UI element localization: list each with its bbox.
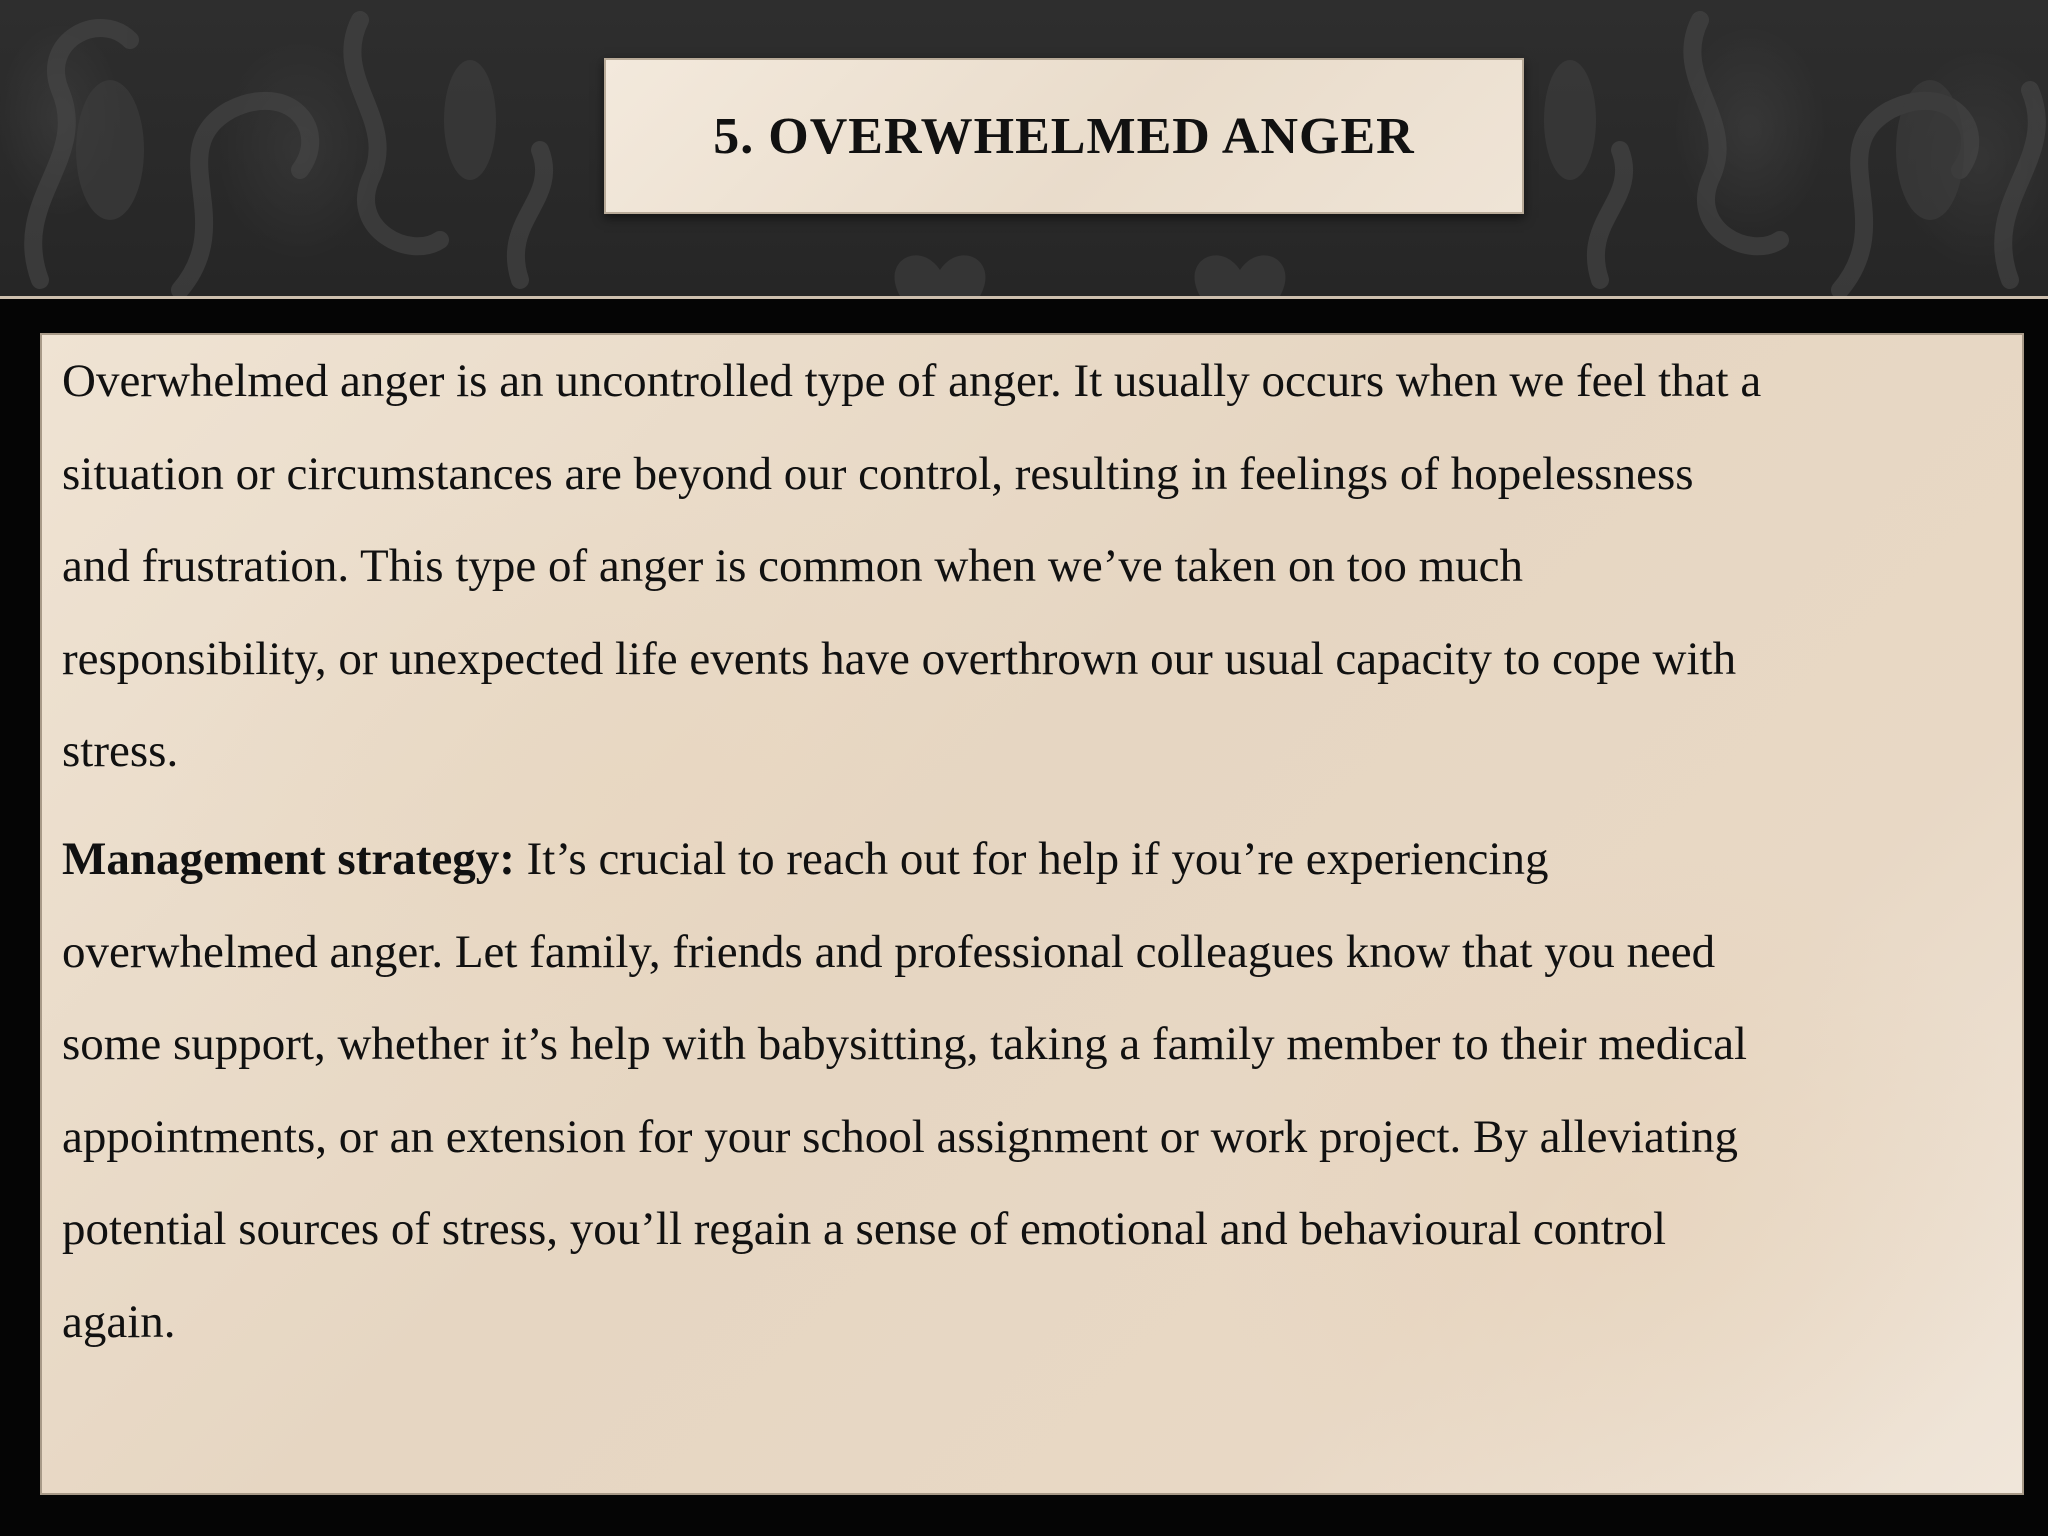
slide-title: 5. OVERWHELMED ANGER (713, 107, 1415, 165)
text-line: some support, whether it’s help with babysitting, taking a family member to their medical (62, 1018, 1748, 1070)
text-line-continuation: It’s crucial to reach out for help if you’re experiencing (514, 833, 1549, 885)
text-line: potential sources of stress, you’ll regain a sense of emotional and behavioural control (62, 1203, 1667, 1255)
management-strategy-label: Management strategy: (62, 833, 515, 885)
text-line: situation or circumstances are beyond our control, resulting in feelings of hopelessness (62, 447, 1694, 500)
text-line: Overwhelmed anger is an uncontrolled type of anger. It usually occurs when we feel that a (62, 355, 1762, 407)
paragraph-management-strategy (62, 813, 2012, 1368)
header-divider (0, 296, 2048, 299)
content-box (40, 333, 2024, 1495)
paragraph-description (62, 335, 2012, 798)
text-line: responsibility, or unexpected life events have overthrown our usual capacity to cope with (62, 632, 1737, 685)
title-box (604, 58, 1524, 214)
text-line: stress. (62, 725, 179, 777)
text-line (62, 813, 2012, 906)
text-line: appointments, or an extension for your school assignment or work project. By alleviating (62, 1110, 1738, 1163)
text-line: again. (62, 1295, 176, 1348)
text-line: and frustration. This type of anger is common when we’ve taken on too much (62, 540, 1523, 592)
text-line: overwhelmed anger. Let family, friends and professional colleagues know that you need (62, 925, 1716, 978)
